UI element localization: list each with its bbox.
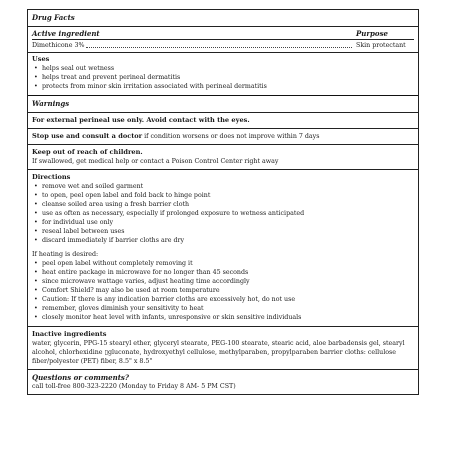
list-item: • protects from minor skin irritation associated with perineal dermatitis	[32, 82, 414, 91]
uses-heading: Uses	[32, 55, 50, 63]
list-item: • use as often as necessary, especially if prolonged exposure to wetness anticipated	[32, 209, 414, 218]
list-item: • to open, peel open label and fold back to hinge point	[32, 191, 414, 200]
keep-out-heading: Keep out of reach of children.	[32, 148, 143, 156]
list-item: • Caution: If there is any indication barrier cloths are excessively hot, do not use	[32, 295, 414, 304]
external-use-section	[28, 112, 418, 128]
active-ingredient-heading: Active ingredient	[32, 29, 100, 38]
uses-section	[28, 52, 418, 95]
active-ingredient-section	[28, 26, 418, 52]
heating-intro: If heating is desired:	[32, 251, 99, 258]
stop-use-heading: Stop use and consult a doctor	[32, 132, 143, 140]
inactive-text: water, glycerin, PPG-15 stearyl ether, glyceryl stearate, PEG-100 stearate, stearic acid, aloe barbadensis gel, stearyl alcohol, chlorhexidine ▯gluconate, hydroxyethyl cellulose, methylparaben, propylparaben barrier cloths: cellulose fiber/polyester (PET) fiber, 8.5" x 8.5"	[32, 340, 405, 365]
purpose-heading: Purpose	[356, 29, 388, 38]
list-item: • discard immediately if barrier cloths are dry	[32, 236, 414, 245]
warnings-heading: Warnings	[32, 99, 70, 108]
active-ingredient-row	[32, 41, 414, 50]
uses-list	[32, 64, 414, 91]
inactive-section	[28, 326, 418, 369]
questions-heading: Questions or comments?	[32, 373, 129, 382]
directions-section	[28, 169, 418, 326]
active-purpose: Skin protectant	[356, 42, 406, 49]
drug-facts-title: Drug Facts	[32, 13, 75, 22]
external-use-warning: For external perineal use only. Avoid contact with the eyes.	[32, 116, 250, 124]
title-section	[28, 10, 418, 26]
list-item: • closely monitor heat level with infants, unresponsive or skin sensitive individuals	[32, 313, 414, 322]
list-item: • Comfort Shield? may also be used at room temperature	[32, 286, 414, 295]
list-item: • cleanse soiled area using a fresh barrier cloth	[32, 200, 414, 209]
list-item: • helps seal out wetness	[32, 64, 414, 73]
list-item: • remember, gloves diminish your sensitivity to heat	[32, 304, 414, 313]
active-ingredient-name: Dimethicone 3%	[32, 42, 85, 49]
list-item: • for individual use only	[32, 218, 414, 227]
list-item: • remove wet and soiled garment	[32, 182, 414, 191]
directions-list	[32, 182, 414, 245]
list-item: • helps treat and prevent perineal dermatitis	[32, 73, 414, 82]
list-item: • since microwave wattage varies, adjust heating time accordingly	[32, 277, 414, 286]
inactive-heading: Inactive ingredients	[32, 330, 107, 338]
list-item: • heat entire package in microwave for no longer than 45 seconds	[32, 268, 414, 277]
leader-dots	[86, 41, 352, 48]
questions-text: call toll-free 800-323-2220 (Monday to Friday 8 AM- 5 PM CST)	[32, 383, 236, 390]
directions-heading: Directions	[32, 173, 71, 181]
heating-list	[32, 259, 414, 322]
warnings-heading-section	[28, 95, 418, 112]
stop-use-section	[28, 128, 418, 144]
stop-use-text: if condition worsens or does not improve within 7 days	[142, 133, 320, 140]
keep-out-text: If swallowed, get medical help or contact a Poison Control Center right away	[32, 158, 279, 165]
list-item: • peel open label without completely removing it	[32, 259, 414, 268]
active-header-row	[32, 29, 414, 40]
drug-facts-label	[27, 9, 419, 395]
list-item: • reseal label between uses	[32, 227, 414, 236]
keep-out-section	[28, 144, 418, 169]
questions-section	[28, 369, 418, 394]
